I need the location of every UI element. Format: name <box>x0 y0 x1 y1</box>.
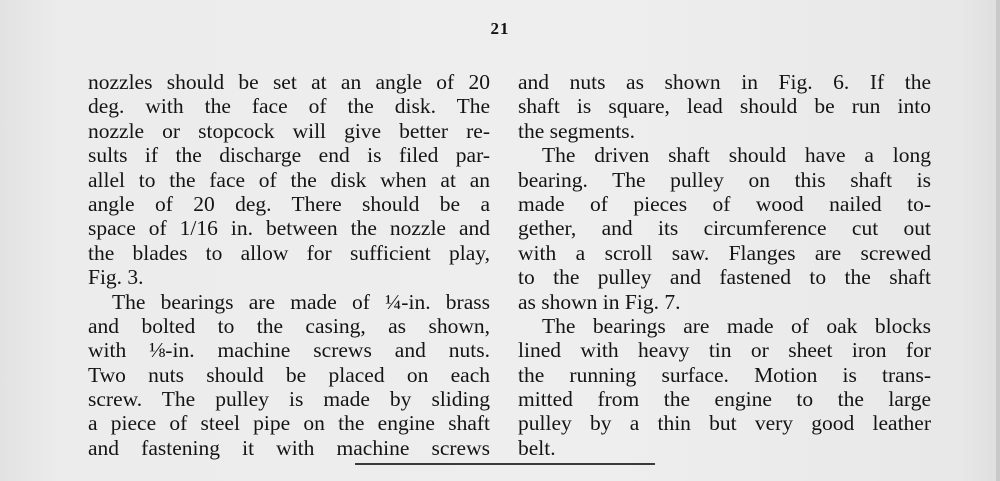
page-edge <box>996 0 1000 481</box>
text-line: made of pieces of wood nailed to- <box>518 191 931 216</box>
footer-rule <box>355 463 655 465</box>
text-line: shaft is square, lead should be run into <box>518 94 931 119</box>
text-line: with ⅛-in. machine screws and nuts. <box>88 338 490 363</box>
text-line: a piece of steel pipe on the engine shaft <box>88 411 490 436</box>
text-line: belt. <box>518 435 556 460</box>
paragraph-start-line: The bearings are made of ¼-in. brass <box>112 289 490 314</box>
text-line: deg. with the face of the disk. The <box>88 94 490 119</box>
text-line: and nuts as shown in Fig. 6. If the <box>518 70 931 94</box>
text-line: gether, and its circumference cut out <box>518 216 931 241</box>
text-line: screw. The pulley is made by sliding <box>88 387 490 412</box>
text-line: to the pulley and fastened to the shaft <box>518 265 931 290</box>
paragraph-start-line: The bearings are made of oak blocks <box>542 313 931 338</box>
text-line: lined with heavy tin or sheet iron for <box>518 338 931 363</box>
text-line: nozzles should be set at an angle of 20 <box>88 70 490 94</box>
text-line: sults if the discharge end is filed par- <box>88 143 490 168</box>
right-text-column <box>518 70 931 460</box>
text-line: nozzle or stopcock will give better re- <box>88 118 490 143</box>
page-number: 21 <box>490 19 510 38</box>
text-line: the running surface. Motion is trans- <box>518 362 931 387</box>
text-line: bearing. The pulley on this shaft is <box>518 167 931 192</box>
text-line: as shown in Fig. 7. <box>518 289 681 314</box>
text-line: with a scroll saw. Flanges are screwed <box>518 240 931 265</box>
text-line: the segments. <box>518 118 636 143</box>
text-line: angle of 20 deg. There should be a <box>88 191 490 216</box>
paragraph-start-line: The driven shaft should have a long <box>542 143 931 168</box>
text-line: the blades to allow for sufficient play, <box>88 240 490 265</box>
text-line: Fig. 3. <box>88 265 144 290</box>
text-line: and bolted to the casing, as shown, <box>88 313 490 338</box>
text-line: allel to the face of the disk when at an <box>88 167 490 192</box>
text-line: mitted from the engine to the large <box>518 387 931 412</box>
left-text-column <box>88 70 490 460</box>
text-line: Two nuts should be placed on each <box>88 362 490 387</box>
text-line: space of 1/16 in. between the nozzle and <box>88 216 490 241</box>
text-line: and fastening it with machine screws <box>88 435 490 460</box>
text-line: pulley by a thin but very good leather <box>518 411 931 436</box>
